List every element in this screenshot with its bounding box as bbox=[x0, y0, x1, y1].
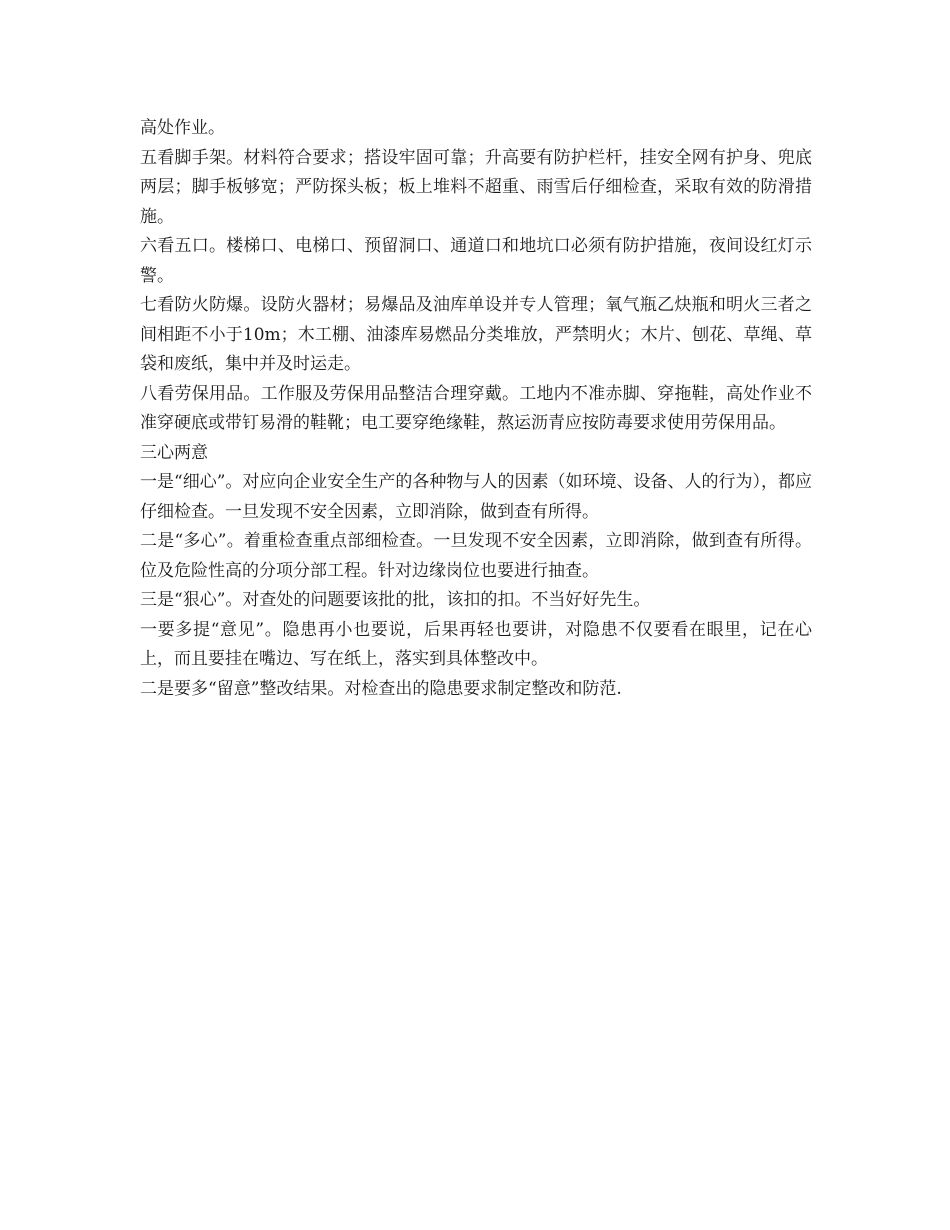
section-heading-three-hearts: 三心两意 bbox=[140, 442, 208, 463]
paragraph-protective-gear: 八看劳保用品。工作服及劳保用品整洁合理穿戴。工地内不准赤脚、穿拖鞋，高处作业不准穿硬底或带钉易滑的鞋靴；电工要穿绝缘鞋，熬运沥青应按防毒要求使用劳保用品。 bbox=[140, 383, 812, 433]
paragraph-careful: 一是“细心”。对应向企业安全生产的各种物与人的因素（如环境、设备、人的行为），都应仔细检查。一旦发现不安全因素，立即消除，做到查有所得。 bbox=[140, 472, 812, 522]
paragraph-height-work-end: 高处作业。 bbox=[140, 118, 225, 138]
paragraph-strict: 三是“狠心”。对查处的问题要该批的批，该扣的扣。不当好好先生。 bbox=[140, 590, 651, 610]
paragraph-attentive: 二是“多心”。着重检查重点部细检查。一旦发现不安全因素，立即消除，做到查有所得。位及危险性高的分项分部工程。针对边缘岗位也要进行抽查。 bbox=[140, 531, 812, 581]
document-body bbox=[140, 114, 812, 704]
paragraph-follow-up: 二是要多“留意”整改结果。对检查出的隐患要求制定整改和防范. bbox=[140, 678, 622, 699]
paragraph-five-openings: 六看五口。楼梯口、电梯口、预留洞口、通道口和地坑口必须有防护措施，夜间设红灯示警。 bbox=[140, 236, 812, 286]
paragraph-suggestions: 一要多提“意见”。隐患再小也要说，后果再轻也要讲，对隐患不仅要看在眼里，记在心上，而且要挂在嘴边、写在纸上，落实到具体整改中。 bbox=[140, 619, 812, 669]
paragraph-fire-explosion: 七看防火防爆。设防火器材；易爆品及油库单设并专人管理；氧气瓶乙炔瓶和明火三者之间相距不小于10m；木工棚、油漆库易燃品分类堆放，严禁明火；木片、刨花、草绳、草袋和废纸，集中并及时运走。 bbox=[140, 295, 812, 374]
paragraph-scaffold: 五看脚手架。材料符合要求；搭设牢固可靠；升高要有防护栏杆，挂安全网有护身、兜底两层；脚手板够宽；严防探头板；板上堆料不超重、雨雪后仔细检查，采取有效的防滑措施。 bbox=[140, 147, 812, 227]
